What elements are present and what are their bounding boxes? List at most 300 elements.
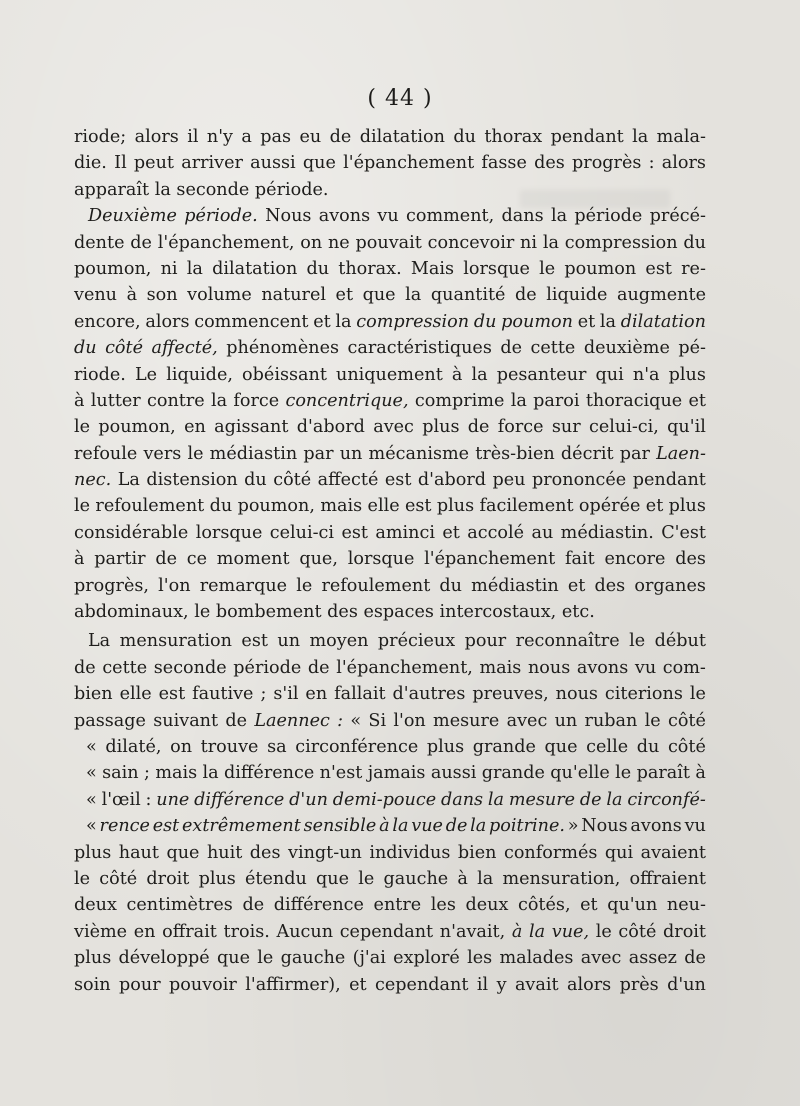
- text-line: [74, 573, 706, 599]
- word: est: [158, 684, 186, 705]
- word: liquide,: [166, 364, 233, 385]
- word: comment,: [406, 206, 495, 227]
- word: dilaté,: [105, 736, 162, 757]
- word: mais: [155, 763, 198, 784]
- word: refoulement: [95, 496, 205, 517]
- word: différence: [194, 789, 285, 810]
- word: fasse: [481, 153, 527, 174]
- word: celle: [586, 736, 629, 757]
- word: médiastin: [209, 443, 298, 464]
- word: bien: [74, 684, 113, 705]
- word: arriver: [181, 153, 243, 174]
- word: l'épanchement,: [336, 657, 473, 678]
- word: que,: [299, 549, 338, 570]
- text-line: [74, 599, 706, 625]
- word: plus: [198, 868, 236, 889]
- word: côtés,: [517, 895, 571, 916]
- text-line: [74, 813, 706, 839]
- word: «: [86, 816, 97, 837]
- text-line: [74, 972, 706, 998]
- word: et: [688, 390, 706, 411]
- word: le: [595, 921, 612, 942]
- word: fait: [564, 549, 595, 570]
- word: la: [335, 311, 352, 332]
- word: grande: [481, 763, 545, 784]
- word: La: [117, 470, 140, 491]
- word: pas: [260, 127, 292, 147]
- text-line: [74, 520, 706, 546]
- word: plus: [74, 842, 112, 863]
- word: est: [404, 496, 432, 517]
- word: de: [225, 710, 248, 731]
- word: dilatation: [212, 258, 298, 279]
- word: d'un: [289, 789, 328, 810]
- word: un: [339, 443, 363, 464]
- word: caractéristiques: [347, 338, 492, 359]
- word: avec: [580, 948, 622, 969]
- word: a: [241, 127, 252, 147]
- word: côté: [667, 736, 706, 757]
- word: phénomènes: [226, 338, 340, 359]
- word: sa: [267, 736, 287, 757]
- word: nec.: [74, 470, 112, 491]
- word: le: [644, 710, 661, 731]
- word: mais: [479, 657, 522, 678]
- word: progrès,: [74, 575, 149, 596]
- word: d'abord: [296, 417, 365, 438]
- word: le: [539, 258, 556, 279]
- word: vue: [411, 816, 443, 837]
- text-line: [74, 892, 706, 918]
- word: concentrique,: [285, 390, 409, 411]
- word: de: [307, 657, 330, 678]
- word: le: [296, 575, 313, 596]
- word: un: [277, 631, 301, 652]
- word: seconde: [153, 657, 227, 678]
- word: lorsque: [347, 549, 415, 570]
- word: l'épanchement: [343, 153, 475, 174]
- text-line: [74, 441, 706, 467]
- word: trois.: [223, 921, 270, 942]
- word: trouve: [200, 736, 259, 757]
- word: de: [467, 417, 490, 438]
- word: vu: [377, 206, 399, 227]
- word: la: [599, 311, 617, 332]
- word: de: [329, 127, 352, 147]
- word: à: [695, 763, 706, 784]
- word: la: [154, 179, 177, 200]
- word: fautive: [192, 684, 254, 705]
- word: conformés: [503, 842, 598, 863]
- word: qu'un: [607, 895, 658, 916]
- word: accolé: [467, 522, 525, 543]
- word: alors: [566, 974, 612, 995]
- word: mesure: [433, 710, 500, 731]
- word: le: [358, 868, 375, 889]
- word: côté: [105, 338, 143, 359]
- word: côté: [99, 868, 138, 889]
- word: Il: [114, 153, 127, 174]
- word: facilement: [479, 496, 574, 517]
- word: la: [471, 364, 488, 385]
- word: ni: [520, 232, 538, 253]
- word: en: [305, 684, 328, 705]
- word: poumon,: [237, 496, 315, 517]
- word: la: [632, 127, 649, 147]
- word: Aucun: [276, 921, 334, 942]
- word: précé-: [649, 206, 706, 227]
- text-line: [74, 335, 706, 361]
- word: uniquement: [335, 364, 443, 385]
- word: le: [615, 763, 632, 784]
- word: organes: [634, 575, 706, 596]
- word: de: [445, 816, 468, 837]
- text-line: [74, 945, 706, 971]
- word: il: [476, 974, 489, 995]
- word: à: [379, 816, 390, 837]
- word: malades: [499, 948, 574, 969]
- word: deux: [74, 895, 117, 916]
- word: un: [554, 710, 578, 731]
- word: alors: [134, 127, 179, 147]
- word: pendant: [550, 127, 624, 147]
- word: et: [580, 895, 598, 916]
- text-line: [74, 840, 706, 866]
- word: n'a: [632, 364, 660, 385]
- word: dente: [74, 232, 125, 253]
- word: la: [405, 285, 422, 306]
- word: mensuration: [119, 631, 232, 652]
- word: du: [244, 470, 267, 491]
- word: des: [249, 842, 281, 863]
- word: la: [487, 789, 504, 810]
- word: sur: [551, 417, 581, 438]
- word: du: [473, 311, 497, 332]
- word: plus: [668, 364, 706, 385]
- word: :: [145, 789, 152, 810]
- word: et: [567, 575, 586, 596]
- word: des: [675, 549, 706, 570]
- word: la: [550, 206, 568, 227]
- word: plus: [422, 417, 460, 438]
- word: haut: [118, 842, 159, 863]
- word: poumon: [564, 258, 637, 279]
- word: aussi: [250, 153, 296, 174]
- word: celui-ci: [269, 522, 335, 543]
- word: «: [350, 710, 362, 731]
- word: offrait: [162, 921, 217, 942]
- word: obéissant: [242, 364, 327, 385]
- word: remarque: [199, 575, 288, 596]
- word: alors: [145, 311, 190, 332]
- word: est: [241, 631, 268, 652]
- word: apparaît: [74, 179, 155, 200]
- word: est: [152, 816, 180, 837]
- word: avec: [373, 417, 414, 438]
- word: suivant: [153, 710, 219, 731]
- word: plus: [668, 496, 706, 517]
- word: à: [74, 549, 85, 570]
- word: exploré: [393, 948, 460, 969]
- word: encore,: [74, 311, 141, 332]
- word: à: [74, 390, 85, 411]
- word: mala-: [656, 127, 706, 147]
- word: com-: [662, 657, 706, 678]
- word: progrès: [572, 153, 642, 174]
- word: avec: [506, 710, 548, 731]
- word: ;: [260, 684, 267, 705]
- word: seconde: [176, 179, 255, 200]
- word: deuxième: [583, 338, 670, 359]
- word: pouvait: [355, 232, 422, 253]
- text-line: [74, 467, 706, 493]
- word: :: [337, 710, 344, 731]
- word: affecté: [317, 470, 379, 491]
- word: et: [442, 522, 460, 543]
- word: «: [86, 736, 97, 757]
- word: prononcée: [532, 470, 627, 491]
- word: passage: [74, 710, 146, 731]
- word: opérée: [578, 496, 641, 517]
- word: à: [511, 921, 523, 942]
- word: pesanteur: [496, 364, 587, 385]
- word: et: [349, 974, 367, 995]
- word: de: [74, 657, 96, 678]
- text-line: [74, 787, 706, 813]
- word: encore: [604, 549, 666, 570]
- word: l'affirmer),: [245, 974, 341, 995]
- word: mécanisme: [368, 443, 470, 464]
- word: que: [316, 868, 350, 889]
- word: La: [88, 631, 111, 652]
- word: que: [166, 842, 200, 863]
- word: du: [453, 127, 476, 147]
- word: près: [619, 974, 659, 995]
- word: grande: [472, 736, 536, 757]
- word: aussi: [430, 763, 477, 784]
- word: Mais: [410, 258, 455, 279]
- word: la: [186, 258, 203, 279]
- word: ce: [186, 549, 208, 570]
- word: pour: [464, 631, 507, 652]
- word: vue,: [551, 921, 590, 942]
- word: lutter: [90, 390, 141, 411]
- text-line: [74, 708, 706, 734]
- word: le: [629, 631, 646, 652]
- word: pour: [119, 974, 161, 995]
- word: plus: [74, 948, 112, 969]
- word: de: [579, 789, 602, 810]
- word: la: [470, 816, 487, 837]
- word: que: [544, 736, 578, 757]
- word: peut: [133, 153, 174, 174]
- word: y: [496, 974, 507, 995]
- word: n'y: [206, 127, 233, 147]
- word: de: [684, 948, 706, 969]
- word: demi-pouce: [332, 789, 437, 810]
- word: la: [210, 390, 228, 411]
- word: vu: [634, 657, 657, 678]
- word: centimètres: [126, 895, 233, 916]
- word: l'on: [393, 710, 426, 731]
- word: des: [534, 153, 565, 174]
- word: l'épanchement,: [157, 232, 295, 253]
- word: du: [683, 232, 706, 253]
- word: riode;: [74, 127, 127, 147]
- word: extrêmement: [182, 816, 301, 837]
- word: vu: [684, 816, 706, 837]
- text-line: [74, 282, 706, 308]
- text-line: [74, 230, 706, 256]
- word: «: [86, 763, 97, 784]
- word: Le: [135, 364, 158, 385]
- word: du: [209, 496, 233, 517]
- word: n'est: [319, 763, 363, 784]
- word: d'un: [667, 974, 706, 995]
- word: riode.: [74, 364, 126, 385]
- word: paroi: [533, 390, 580, 411]
- word: période: [233, 657, 302, 678]
- word: la: [510, 390, 527, 411]
- word: avons: [318, 206, 371, 227]
- word: elle: [367, 496, 400, 517]
- word: plus: [426, 736, 465, 757]
- word: volume: [187, 285, 252, 306]
- word: le: [194, 602, 216, 623]
- body-text: [74, 124, 706, 998]
- word: mesure: [508, 789, 576, 810]
- word: (j'ai: [352, 948, 386, 969]
- word: l'œil: [101, 789, 141, 810]
- word: assez: [628, 948, 677, 969]
- word: jamais: [367, 763, 426, 784]
- word: :: [648, 153, 655, 174]
- word: refoulement: [321, 575, 431, 596]
- text-line: [74, 493, 706, 519]
- word: côté: [273, 470, 312, 491]
- word: re-: [681, 258, 706, 279]
- word: force: [497, 417, 544, 438]
- word: avaient: [640, 842, 706, 863]
- word: bombement: [215, 602, 328, 623]
- word: refoule: [74, 443, 138, 464]
- word: nous: [527, 657, 571, 678]
- word: reconnaître: [515, 631, 620, 652]
- word: une: [156, 789, 190, 810]
- word: de: [155, 549, 177, 570]
- text-line: [74, 866, 706, 892]
- word: cependant: [375, 974, 469, 995]
- word: vingt-un: [288, 842, 362, 863]
- word: citerions: [604, 684, 683, 705]
- word: d'abord: [417, 470, 487, 491]
- word: à: [451, 364, 463, 385]
- word: qu'elle: [550, 763, 610, 784]
- word: Nous: [581, 816, 628, 837]
- word: dilatation: [359, 127, 445, 147]
- word: qui: [604, 842, 634, 863]
- word: de: [500, 338, 523, 359]
- word: des: [327, 602, 364, 623]
- word: agissant: [214, 417, 289, 438]
- word: avait: [514, 974, 559, 995]
- word: les: [430, 895, 456, 916]
- word: ruban: [584, 710, 638, 731]
- word: et: [313, 311, 331, 332]
- word: d'autres: [392, 684, 466, 705]
- word: est: [645, 258, 672, 279]
- word: le: [187, 443, 204, 464]
- word: thoracique: [585, 390, 683, 411]
- word: compression: [564, 232, 678, 253]
- word: décrit: [560, 443, 614, 464]
- word: le: [689, 684, 706, 705]
- word: nous: [555, 684, 598, 705]
- word: cette: [102, 657, 148, 678]
- word: par: [619, 443, 650, 464]
- word: poumon,: [74, 258, 152, 279]
- word: quantité: [430, 285, 506, 306]
- word: deux: [465, 895, 509, 916]
- word: concevoir: [427, 232, 515, 253]
- word: circonférence: [295, 736, 419, 757]
- word: rence: [99, 816, 150, 837]
- word: peu: [492, 470, 526, 491]
- word: individus: [369, 842, 451, 863]
- word: qui: [595, 364, 624, 385]
- word: que: [302, 153, 336, 174]
- word: le: [74, 417, 91, 438]
- word: au: [531, 522, 554, 543]
- word: abdominaux,: [74, 602, 195, 623]
- word: différence: [224, 763, 315, 784]
- word: circonfé-: [627, 789, 706, 810]
- text-line: [74, 760, 706, 786]
- word: plus: [436, 496, 475, 517]
- word: espaces: [363, 602, 440, 623]
- word: que: [217, 948, 251, 969]
- word: alors: [661, 153, 706, 174]
- word: l'épanchement: [424, 549, 556, 570]
- word: ne: [327, 232, 350, 253]
- word: précieux: [377, 631, 456, 652]
- word: pé-: [678, 338, 706, 359]
- word: du: [306, 258, 330, 279]
- word: la: [542, 232, 559, 253]
- word: huit: [206, 842, 243, 863]
- word: la: [606, 789, 623, 810]
- word: force: [233, 390, 280, 411]
- word: augmente: [616, 285, 706, 306]
- word: etc.: [561, 602, 595, 623]
- word: moment: [216, 549, 290, 570]
- word: dans: [440, 789, 484, 810]
- word: période.: [184, 206, 258, 227]
- word: gauche: [280, 948, 346, 969]
- word: C'est: [661, 522, 706, 543]
- word: la: [529, 921, 546, 942]
- word: preuves,: [472, 684, 549, 705]
- word: à: [126, 285, 138, 306]
- word: en: [133, 921, 156, 942]
- word: droit: [663, 921, 706, 942]
- word: partir: [94, 549, 146, 570]
- word: «: [86, 789, 97, 810]
- word: thorax: [484, 127, 543, 147]
- text-line: [74, 124, 706, 150]
- word: de: [515, 285, 537, 306]
- word: dilatation: [620, 311, 706, 332]
